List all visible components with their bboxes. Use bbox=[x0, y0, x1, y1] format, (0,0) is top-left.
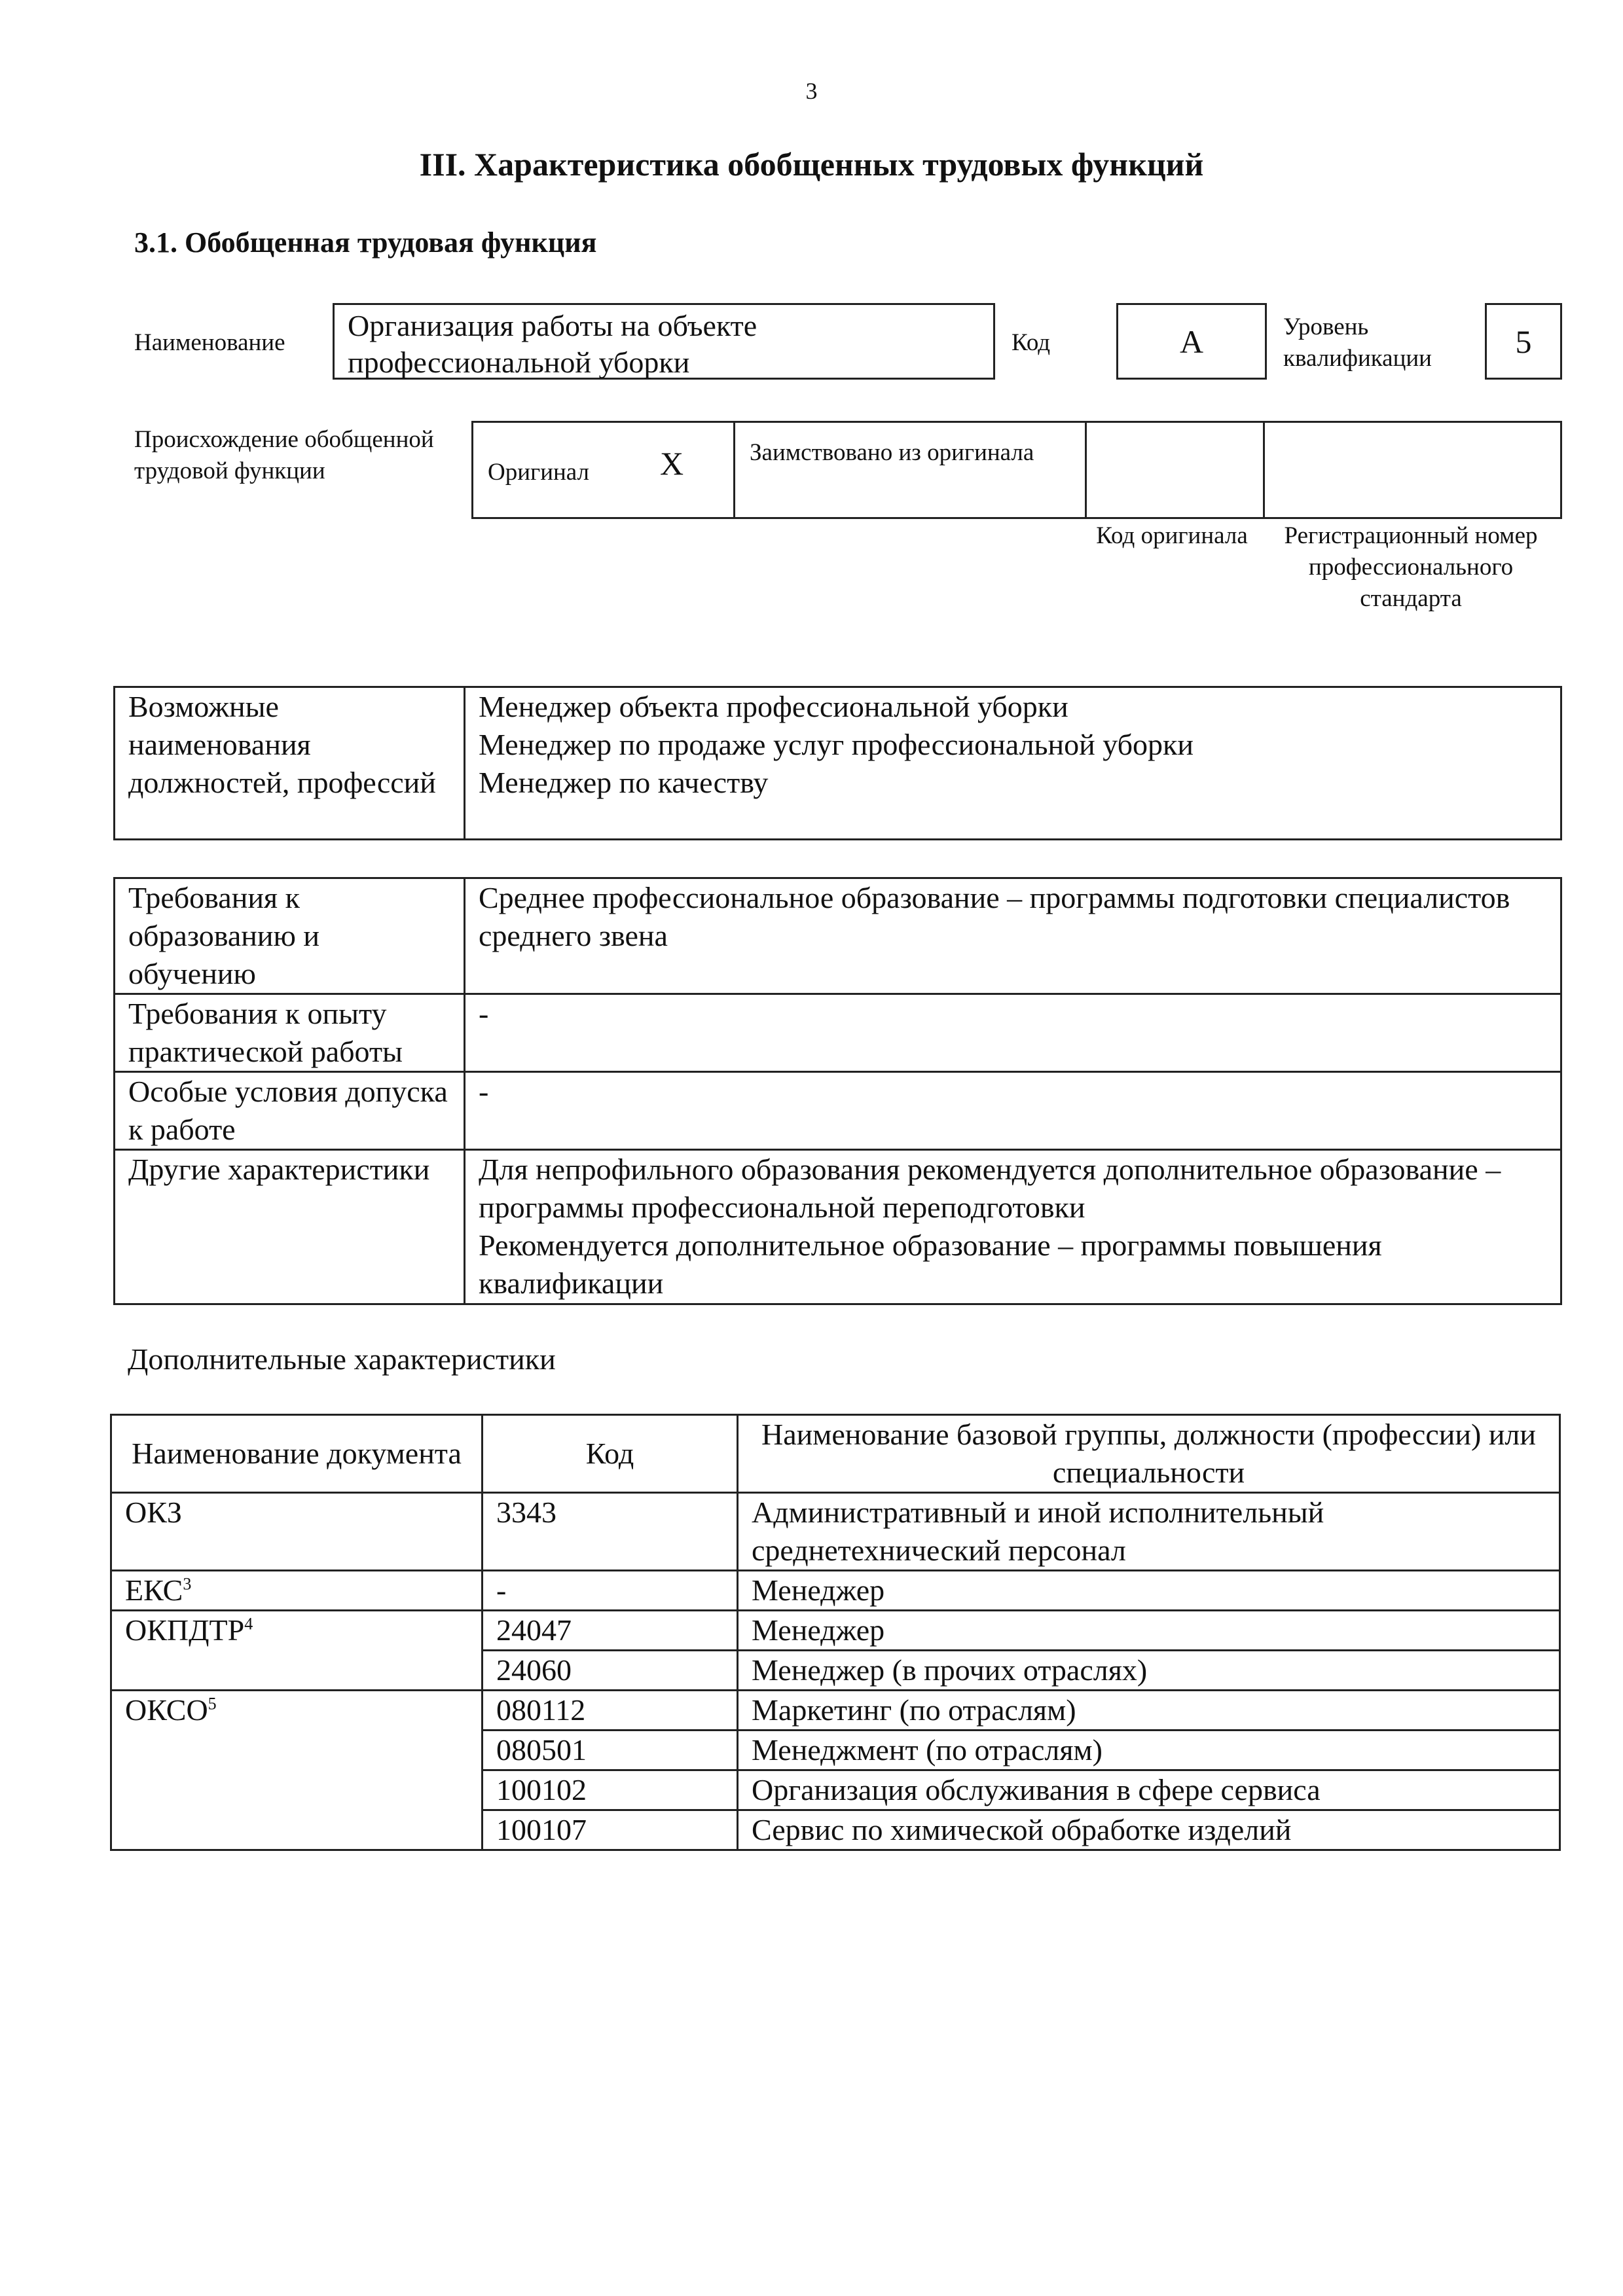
footnote-ref: 3 bbox=[183, 1574, 192, 1594]
req-conditions-value: - bbox=[465, 1072, 1561, 1150]
header-document: Наименование документа bbox=[111, 1415, 483, 1493]
additional-characteristics-table bbox=[110, 1414, 1561, 1851]
original-code-cell bbox=[1087, 423, 1265, 517]
name-cell: Менеджмент (по отраслям) bbox=[738, 1731, 1560, 1770]
req-other-value: Для непрофильного образования рекомендуется дополнительное образование – программы профессиональной переподготовки Рекомендуется дополнительное образование – программы повышения квалификации bbox=[465, 1150, 1561, 1304]
code-cell: 100102 bbox=[483, 1770, 738, 1810]
req-education-label: Требования к образованию и обучению bbox=[115, 878, 465, 994]
page-number: 3 bbox=[805, 78, 818, 104]
name-cell: Административный и иной исполнительный среднетехнический персонал bbox=[738, 1493, 1560, 1571]
code-cell: 080112 bbox=[483, 1691, 738, 1731]
original-cell bbox=[473, 423, 735, 517]
code-cell: 24047 bbox=[483, 1611, 738, 1651]
name-cell: Организация обслуживания в сфере сервиса bbox=[738, 1770, 1560, 1810]
code-cell: - bbox=[483, 1571, 738, 1611]
req-conditions-label: Особые условия допуска к работе bbox=[115, 1072, 465, 1150]
doc-cell bbox=[111, 1493, 483, 1571]
origin-table bbox=[471, 421, 1562, 519]
name-cell: Сервис по химической обработке изделий bbox=[738, 1810, 1560, 1850]
code-cell: 3343 bbox=[483, 1493, 738, 1571]
table-row bbox=[111, 1611, 1560, 1651]
level-label: Уровень квалификации bbox=[1283, 314, 1432, 372]
header-code: Код bbox=[483, 1415, 738, 1493]
table-row bbox=[111, 1571, 1560, 1611]
req-other-label: Другие характеристики bbox=[115, 1150, 465, 1304]
doc-cell bbox=[111, 1571, 483, 1611]
requirements-table bbox=[113, 877, 1562, 1305]
table-row bbox=[111, 1493, 1560, 1571]
name-cell: Менеджер bbox=[738, 1611, 1560, 1651]
name-cell: Менеджер (в прочих отраслях) bbox=[738, 1651, 1560, 1691]
borrowed-label: Заимствовано из оригинала bbox=[735, 423, 1087, 517]
table-row bbox=[111, 1691, 1560, 1731]
original-mark: Х bbox=[660, 445, 684, 482]
positions-label: Возможные наименования должностей, профессий bbox=[115, 687, 465, 840]
code-label: Код bbox=[1012, 329, 1051, 356]
doc-name: ЕКС bbox=[125, 1573, 183, 1607]
caption-registration-number: Регистрационный номер профессионального стандарта bbox=[1284, 522, 1538, 612]
doc-cell bbox=[111, 1691, 483, 1850]
function-code-value: А bbox=[1116, 303, 1267, 380]
section-title: III. Характеристика обобщенных трудовых функций bbox=[419, 146, 1204, 183]
doc-name: ОКЗ bbox=[125, 1496, 182, 1529]
code-cell: 24060 bbox=[483, 1651, 738, 1691]
registration-number-cell bbox=[1265, 423, 1560, 517]
name-cell: Менеджер bbox=[738, 1571, 1560, 1611]
doc-name: ОКСО bbox=[125, 1693, 208, 1727]
req-experience-label: Требования к опыту практической работы bbox=[115, 994, 465, 1072]
caption-original-code: Код оригинала bbox=[1096, 522, 1248, 549]
additional-characteristics-title: Дополнительные характеристики bbox=[128, 1342, 556, 1376]
footnote-ref: 4 bbox=[244, 1614, 253, 1634]
req-education-value: Среднее профессиональное образование – программы подготовки специалистов среднего звена bbox=[465, 878, 1561, 994]
origin-label: Происхождение обобщенной трудовой функции bbox=[134, 426, 434, 484]
req-experience-value: - bbox=[465, 994, 1561, 1072]
code-cell: 100107 bbox=[483, 1810, 738, 1850]
positions-values: Менеджер объекта профессиональной уборки Менеджер по продаже услуг профессиональной уборки Менеджер по качеству bbox=[465, 687, 1561, 840]
name-cell: Маркетинг (по отраслям) bbox=[738, 1691, 1560, 1731]
header-name: Наименование базовой группы, должности (профессии) или специальности bbox=[738, 1415, 1560, 1493]
original-label: Оригинал bbox=[488, 459, 590, 486]
doc-name: ОКПДТР bbox=[125, 1613, 245, 1647]
doc-cell bbox=[111, 1611, 483, 1691]
level-value: 5 bbox=[1485, 303, 1562, 380]
name-label: Наименование bbox=[134, 329, 285, 356]
subsection-title: 3.1. Обобщенная трудовая функция bbox=[134, 226, 597, 259]
positions-table bbox=[113, 686, 1562, 840]
code-cell: 080501 bbox=[483, 1731, 738, 1770]
footnote-ref: 5 bbox=[208, 1694, 217, 1713]
function-name-value: Организация работы на объекте профессиональной уборки bbox=[333, 303, 995, 380]
